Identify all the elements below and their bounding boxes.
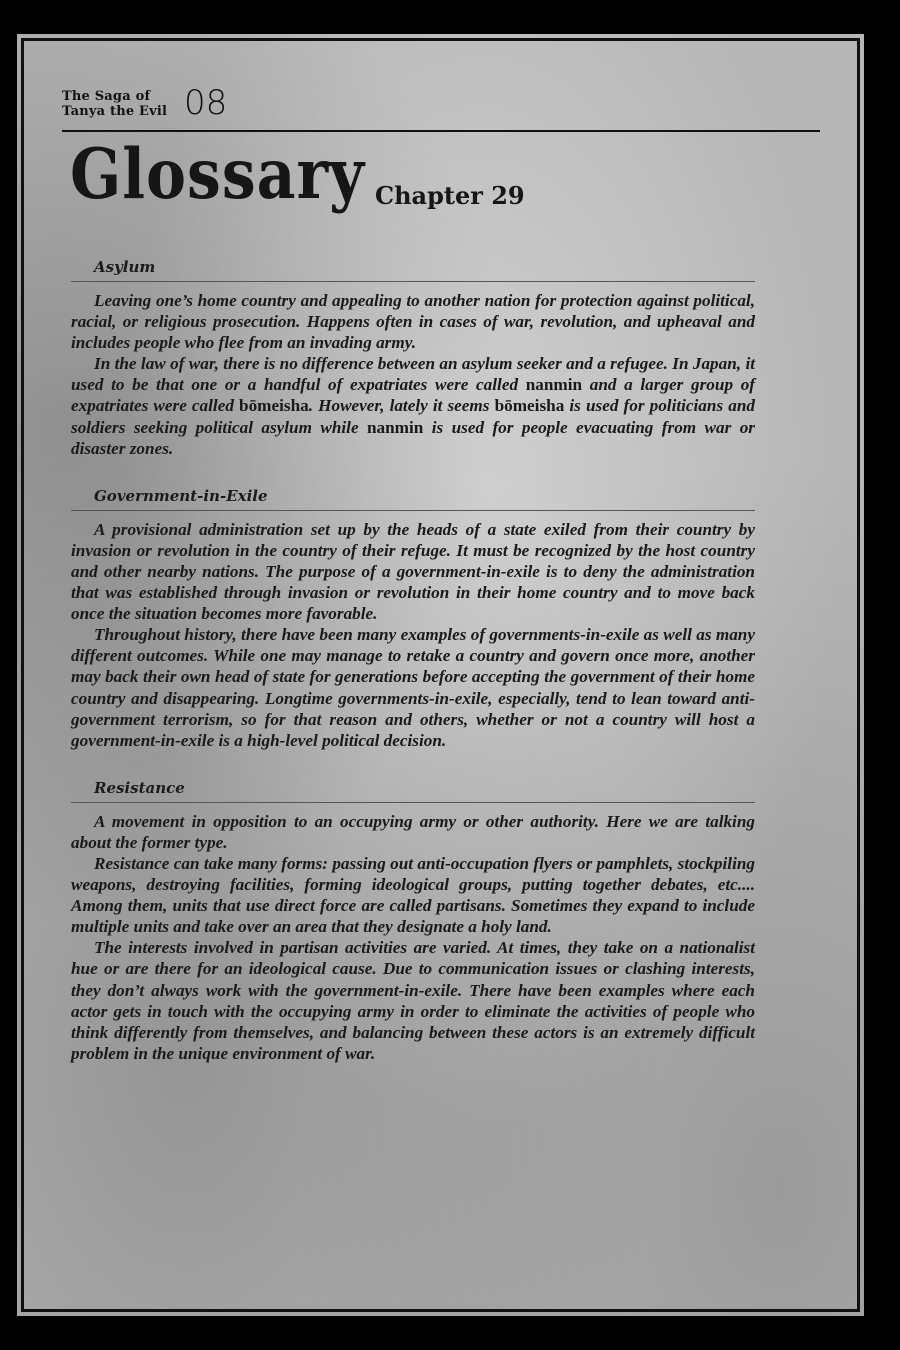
japanese-term: nanmin: [525, 375, 583, 395]
term-divider: [71, 510, 755, 511]
volume-number: 08: [184, 83, 228, 123]
definition-paragraph: [71, 853, 755, 937]
japanese-term: bōmeisha: [239, 396, 309, 416]
definition-text: A movement in opposition to an occupying army or other authority. Here we are talking about the former type.: [71, 811, 755, 852]
chapter-label: Chapter 29: [374, 181, 525, 210]
definition-text: and a larger group of expatriates were called: [71, 375, 756, 416]
definition-text: . However, lately it seems: [308, 396, 495, 416]
term-divider: [71, 802, 755, 803]
definition-text: The interests involved in partisan activities are varied. At times, they take on a nationalist hue or are there for an ideological cause. Due to communication issues or clashing interests, they don’t always work with the government-in-exile. There have been examples where each actor gets in touch with the occupying army in order to eliminate the activities of people who think differently from themselves, and balancing between these actors is an extremely difficult problem in the unique environment of war.: [71, 938, 755, 1063]
definition-text: is used for people evacuating from war or disaster zones.: [71, 417, 755, 458]
definition-text: Resistance can take many forms: passing out anti-occupation flyers or pamphlets, stockpiling weapons, destroying facilities, forming ideological groups, putting together debates, etc.... Among them, units that use direct force are called partisans. Sometimes they expand to include multiple units and take over an area that they designate a holy land.: [71, 853, 755, 937]
glossary-term: Resistance: [94, 778, 185, 797]
glossary-entry: [71, 777, 755, 1064]
glossary-term: Government-in-Exile: [94, 486, 268, 505]
series-title-line1: The Saga of: [62, 89, 151, 104]
term-divider: [71, 281, 755, 282]
definition-paragraph: [71, 519, 755, 624]
page-title-row: [70, 134, 525, 215]
series-title: [62, 89, 174, 119]
definition-paragraph: [71, 937, 755, 1064]
glossary-entry: [71, 256, 755, 459]
glossary-entry: [71, 485, 755, 751]
japanese-term: nanmin: [366, 417, 424, 437]
definition-text: Throughout history, there have been many examples of governments-in-exile as well as many different outcomes. While one may manage to retake a country and govern once more, another may back their own head of state for generations before accepting the government of their home country and disappearing. Longtime governments-in-exile, especially, tend to lean toward anti-government terrorism, so for that reason and others, whether or not a country will host a government-in-exile is a high-level political decision.: [71, 625, 755, 750]
definition-paragraph: [71, 353, 755, 458]
definition-text: In the law of war, there is no difference between an asylum seeker and a refugee. In Japan, it used to be that one or a handful of expatriates were called: [71, 354, 755, 395]
definition-paragraph: [71, 290, 755, 353]
definition-paragraph: [71, 624, 755, 751]
definition-text: A provisional administration set up by the heads of a state exiled from their country by invasion or revolution in the country of their refuge. It must be recognized by the host country and other nearby nations. The purpose of a government-in-exile is to deny the administration that was established through invasion or revolution in their home country and to move back once the situation becomes more favorable.: [71, 519, 755, 624]
header-divider: [62, 130, 820, 132]
definition-text: Leaving one’s home country and appealing to another nation for protection against political, racial, or religious prosecution. Happens often in cases of war, revolution, and upheaval and includes people who flee from an invading army.: [71, 291, 755, 353]
page-title: Glossary: [70, 134, 365, 215]
definition-text: is used for politicians and soldiers seeking political asylum while: [71, 396, 755, 437]
definition-paragraph: [71, 811, 755, 853]
glossary-entries: [71, 256, 755, 1090]
glossary-term: Asylum: [94, 258, 156, 276]
series-title-line2: Tanya the Evil: [62, 104, 168, 119]
japanese-term: bōmeisha: [494, 396, 565, 416]
